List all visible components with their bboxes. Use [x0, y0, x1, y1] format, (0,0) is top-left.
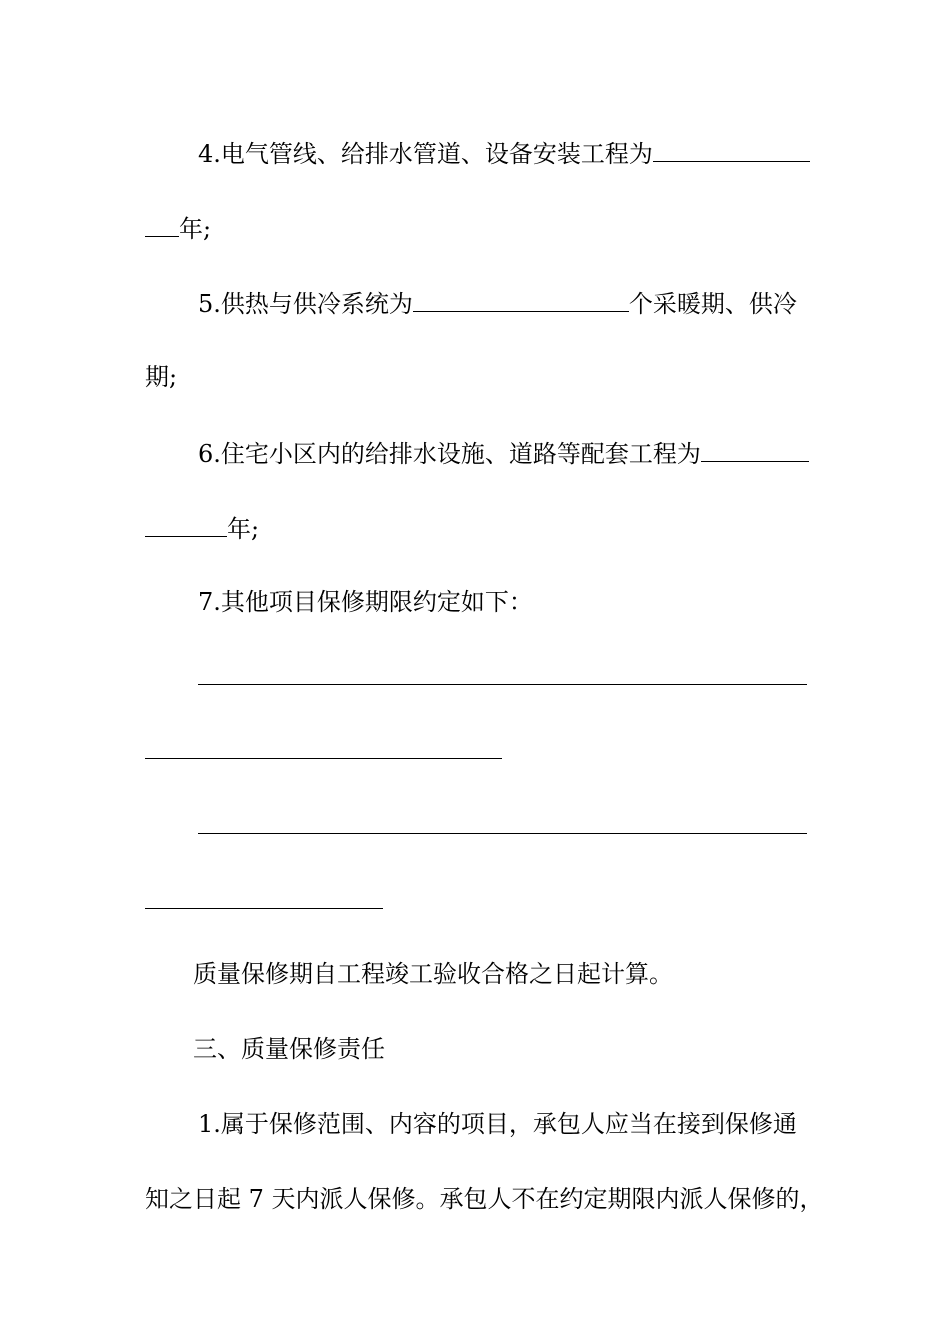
item-5-suffix: 个采暖期、供冷: [628, 290, 797, 318]
section-3-item-1-line-2: [145, 1184, 824, 1214]
item-4-blank-1: [653, 137, 810, 162]
item-5-line-1: [198, 287, 807, 317]
item-6-line-2: [145, 512, 807, 542]
period-start-line: [193, 959, 807, 989]
item-4-suffix: 年;: [179, 215, 212, 243]
section-3-title-text: 三、质量保修责任: [193, 1035, 385, 1063]
item-6-blank-2: [145, 512, 227, 537]
item-5-line-2: [145, 362, 807, 392]
item-6-blank-1: [701, 437, 809, 462]
item-5-blank: [413, 287, 629, 312]
item-7-blank-rule-1: [198, 684, 807, 685]
item-4-line-2: [145, 212, 807, 242]
item-7-text: 7.其他项目保修期限约定如下：: [198, 588, 533, 616]
section-3-item-1-line-1: [198, 1109, 807, 1139]
item-4-blank-2: [145, 212, 179, 237]
item-6-suffix: 年;: [227, 515, 260, 543]
item-7-line: [198, 587, 807, 617]
item-4-text: 4.电气管线、给排水管道、设备安装工程为: [198, 140, 653, 168]
item-7-blank-rule-4: [145, 908, 383, 909]
item-5-suffix-2: 期;: [145, 363, 178, 391]
item-4-line-1: [198, 137, 807, 167]
section-3-item-1-text-2: 知之日起 7 天内派人保修。承包人不在约定期限内派人保修的，: [145, 1185, 824, 1213]
item-7-blank-rule-2: [145, 758, 502, 759]
item-6-text: 6.住宅小区内的给排水设施、道路等配套工程为: [198, 440, 701, 468]
section-3-item-1-text-1: 1.属于保修范围、内容的项目，承包人应当在接到保修通: [198, 1110, 797, 1138]
period-start-text: 质量保修期自工程竣工验收合格之日起计算。: [193, 960, 673, 988]
section-3-title: [193, 1034, 807, 1064]
item-5-text: 5.供热与供冷系统为: [198, 290, 413, 318]
item-6-line-1: [198, 437, 807, 467]
item-7-blank-rule-3: [198, 833, 807, 834]
